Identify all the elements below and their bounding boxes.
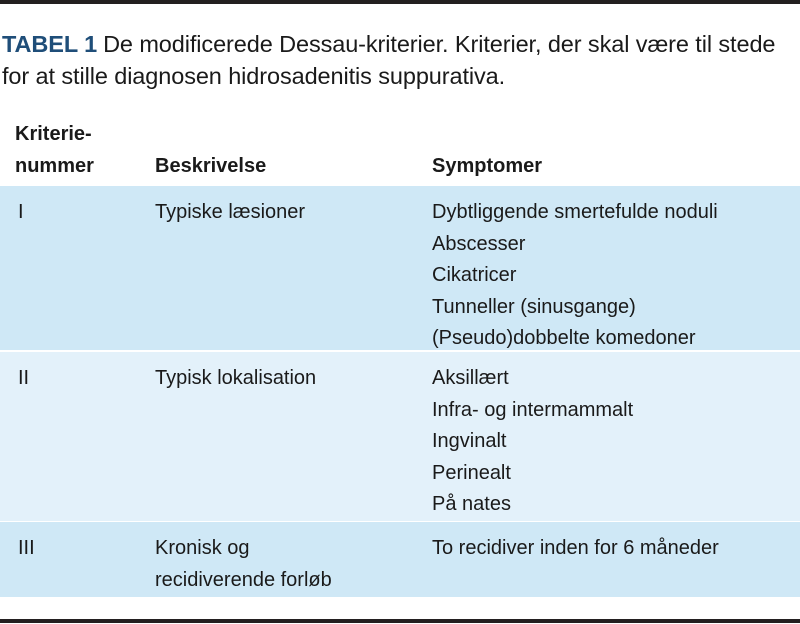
header-description: Beskrivelse	[155, 155, 267, 177]
symptom-item: Aksillært	[432, 367, 509, 389]
symptom-item: Infra- og intermammalt	[432, 398, 634, 421]
symptom-item: Dybtliggende smertefulde noduli	[432, 201, 718, 223]
row-number: III	[18, 537, 35, 559]
description-line: Typisk lokalisation	[155, 367, 317, 389]
top-rule	[0, 0, 800, 4]
caption-text: De modificerede Dessau-kriterier. Kriterier, der skal være til stede for at stille diagnosen hidrosadenitis suppurativa.	[2, 31, 776, 89]
table-header-row	[0, 118, 800, 186]
row-symptoms	[432, 363, 792, 521]
row-description	[155, 197, 415, 229]
symptom-item: Cikatricer	[432, 264, 517, 286]
symptom-item: Perinealt	[432, 461, 511, 484]
symptom-item: To recidiver inden for 6 måneder	[432, 537, 719, 559]
row-description	[155, 363, 415, 395]
symptom-item: (Pseudo)dobbelte komedoner	[432, 327, 696, 349]
row-symptoms	[432, 533, 792, 565]
row-number: II	[18, 367, 30, 389]
row-number: I	[18, 201, 24, 223]
header-number-line2: nummer	[15, 155, 94, 177]
symptom-item: Abscesser	[432, 232, 526, 255]
table-caption	[2, 28, 798, 92]
table-row	[0, 186, 800, 350]
table-row	[0, 351, 800, 521]
header-symptoms: Symptomer	[432, 155, 543, 177]
header-number-line1: Kriterie-	[15, 123, 92, 145]
description-line: Kronisk og	[155, 537, 250, 559]
symptom-item: På nates	[432, 493, 511, 515]
table-row	[0, 521, 800, 597]
row-symptoms	[432, 197, 792, 355]
row-description	[155, 533, 415, 596]
header-criterion-number	[15, 118, 125, 182]
description-line: Typiske læsioner	[155, 201, 306, 223]
symptom-item: Tunneller (sinusgange)	[432, 295, 636, 318]
bottom-rule	[0, 619, 800, 623]
table-label: TABEL 1	[2, 31, 98, 57]
description-line: recidiverende forløb	[155, 568, 332, 591]
symptom-item: Ingvinalt	[432, 430, 507, 452]
